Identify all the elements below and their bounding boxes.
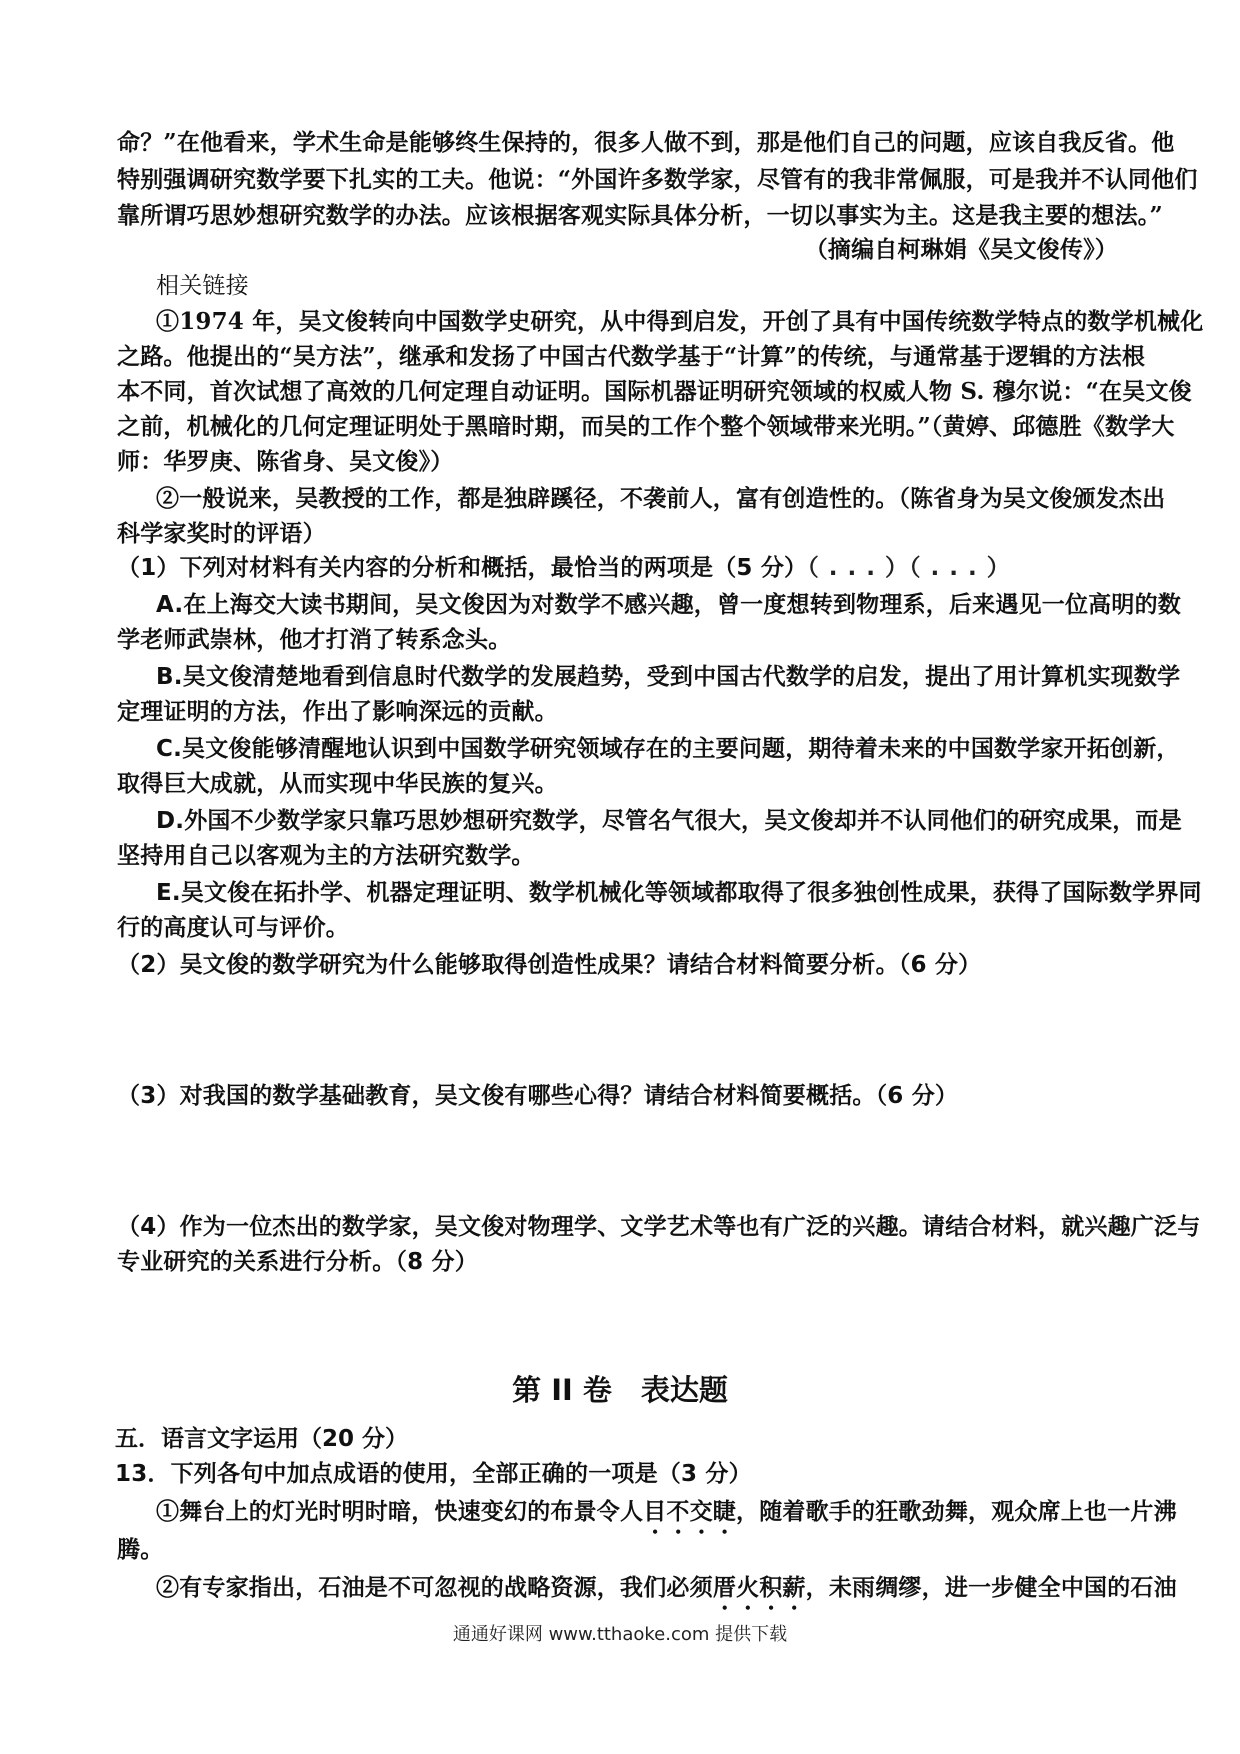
related-p2-line-1: ②一般说来，吴教授的工作，都是独辟蹊径，不袭前人，富有创造性的。（陈省身为吴文俊颁发杰出 <box>156 485 1166 512</box>
related-p1-line-2: 之路。他提出的“吴方法”，继承和发扬了中国古代数学基于“计算”的传统，与通常基于逻辑的方法根 <box>117 343 1146 370</box>
option-d-line-2: 坚持用自己以客观为主的方法研究数学。 <box>117 843 535 869</box>
question-1 <box>117 553 1127 583</box>
related-links-title: 相关链接 <box>156 273 249 299</box>
question-3: （3）对我国的数学基础教育，吴文俊有哪些心得？请结合材料简要概括。（6 分） <box>117 1083 959 1109</box>
option-e-line-1: E.吴文俊在拓扑学、机器定理证明、数学机械化等领域都取得了很多独创性成果，获得了国际数学界同 <box>156 880 1202 906</box>
related-p1-line-4: 之前，机械化的几何定理证明处于黑暗时期，而吴的工作个整个领域带来光明。”（黄婷、邱德胜《数学大 <box>117 413 1175 440</box>
option-b-line-2: 定理证明的方法，作出了影响深远的贡献。 <box>117 699 558 725</box>
sentence-2-before: ②有专家指出，石油是不可忽视的战略资源，我们必须 <box>156 1574 713 1601</box>
option-c-line-2: 取得巨大成就，从而实现中华民族的复兴。 <box>117 771 558 797</box>
related-p1-line-3: 本不同，首次试想了高效的几何定理自动证明。国际机器证明研究领域的权威人物 S. 穆尔说：“在吴文俊 <box>117 378 1192 405</box>
question-4-line-1: （4）作为一位杰出的数学家，吴文俊对物理学、文学艺术等也有广泛的兴趣。请结合材料，就兴趣广泛与 <box>117 1214 1201 1240</box>
related-p1-line-5: 师：华罗庚、陈省身、吴文俊》） <box>117 448 454 475</box>
question-13: 13．下列各句中加点成语的使用，全部正确的一项是（3 分） <box>115 1461 752 1487</box>
question-1-answer-blanks[interactable]: （ . . . ）（ . . . ） <box>807 555 1011 581</box>
section-5-heading: 五．语言文字运用（20 分） <box>115 1426 409 1452</box>
page-footer: 通通好课网 www.tthaoke.com 提供下载 <box>452 1624 788 1645</box>
related-p2-line-2: 科学家奖时的评语） <box>117 520 326 547</box>
question-4-line-2: 专业研究的关系进行分析。（8 分） <box>117 1249 478 1275</box>
part-2-title: 第 II 卷 表达题 <box>512 1373 728 1407</box>
passage-line-3: 靠所谓巧思妙想研究数学的办法。应该根据客观实际具体分析，一切以事实为主。这是我主要的想法。” <box>117 202 1163 229</box>
option-c-line-1: C.吴文俊能够清醒地认识到中国数学研究领域存在的主要问题，期待着未来的中国数学家开拓创新， <box>156 736 1180 762</box>
option-d-line-1: D.外国不少数学家只靠巧思妙想研究数学，尽管名气很大，吴文俊却并不认同他们的研究成果，而是 <box>156 808 1182 834</box>
dotted-idiom-1: 目不交睫 <box>643 1498 737 1525</box>
sentence-1-line-1 <box>156 1497 1177 1539</box>
sentence-1-after: ，随着歌手的狂歌劲舞，观众席上也一片沸 <box>736 1498 1177 1525</box>
dotted-idiom-2: 厝火积薪 <box>712 1574 806 1601</box>
related-p1-line-1: ①1974 年，吴文俊转向中国数学史研究，从中得到启发，开创了具有中国传统数学特点的数学机械化 <box>156 308 1204 335</box>
passage-line-1: 命？”在他看来，学术生命是能够终生保持的，很多人做不到，那是他们自己的问题，应该自我反省。他 <box>117 129 1175 156</box>
option-a-line-2: 学老师武崇林，他才打消了转系念头。 <box>117 627 512 653</box>
passage-line-2: 特别强调研究数学要下扎实的工夫。他说：“外国许多数学家，尽管有的我非常佩服，可是我并不认同他们 <box>117 166 1198 193</box>
passage-source: （摘编自柯琳娟《吴文俊传》） <box>804 236 1118 263</box>
sentence-2-after: ，未雨绸缪，进一步健全中国的石油 <box>805 1574 1177 1601</box>
sentence-1-line-2: 腾。 <box>117 1536 164 1563</box>
question-1-text: （1）下列对材料有关内容的分析和概括，最恰当的两项是（5 分） <box>117 555 808 581</box>
sentence-2-line-1 <box>156 1573 1177 1615</box>
sentence-1-before: ①舞台上的灯光时明时暗，快速变幻的布景令人 <box>156 1498 644 1525</box>
option-b-line-1: B.吴文俊清楚地看到信息时代数学的发展趋势，受到中国古代数学的启发，提出了用计算机实现数学 <box>156 664 1181 690</box>
question-2: （2）吴文俊的数学研究为什么能够取得创造性成果？请结合材料简要分析。（6 分） <box>117 952 982 978</box>
option-e-line-2: 行的高度认可与评价。 <box>117 915 349 941</box>
option-a-line-1: A.在上海交大读书期间，吴文俊因为对数学不感兴趣，曾一度想转到物理系，后来遇见一位高明的数 <box>156 592 1181 618</box>
